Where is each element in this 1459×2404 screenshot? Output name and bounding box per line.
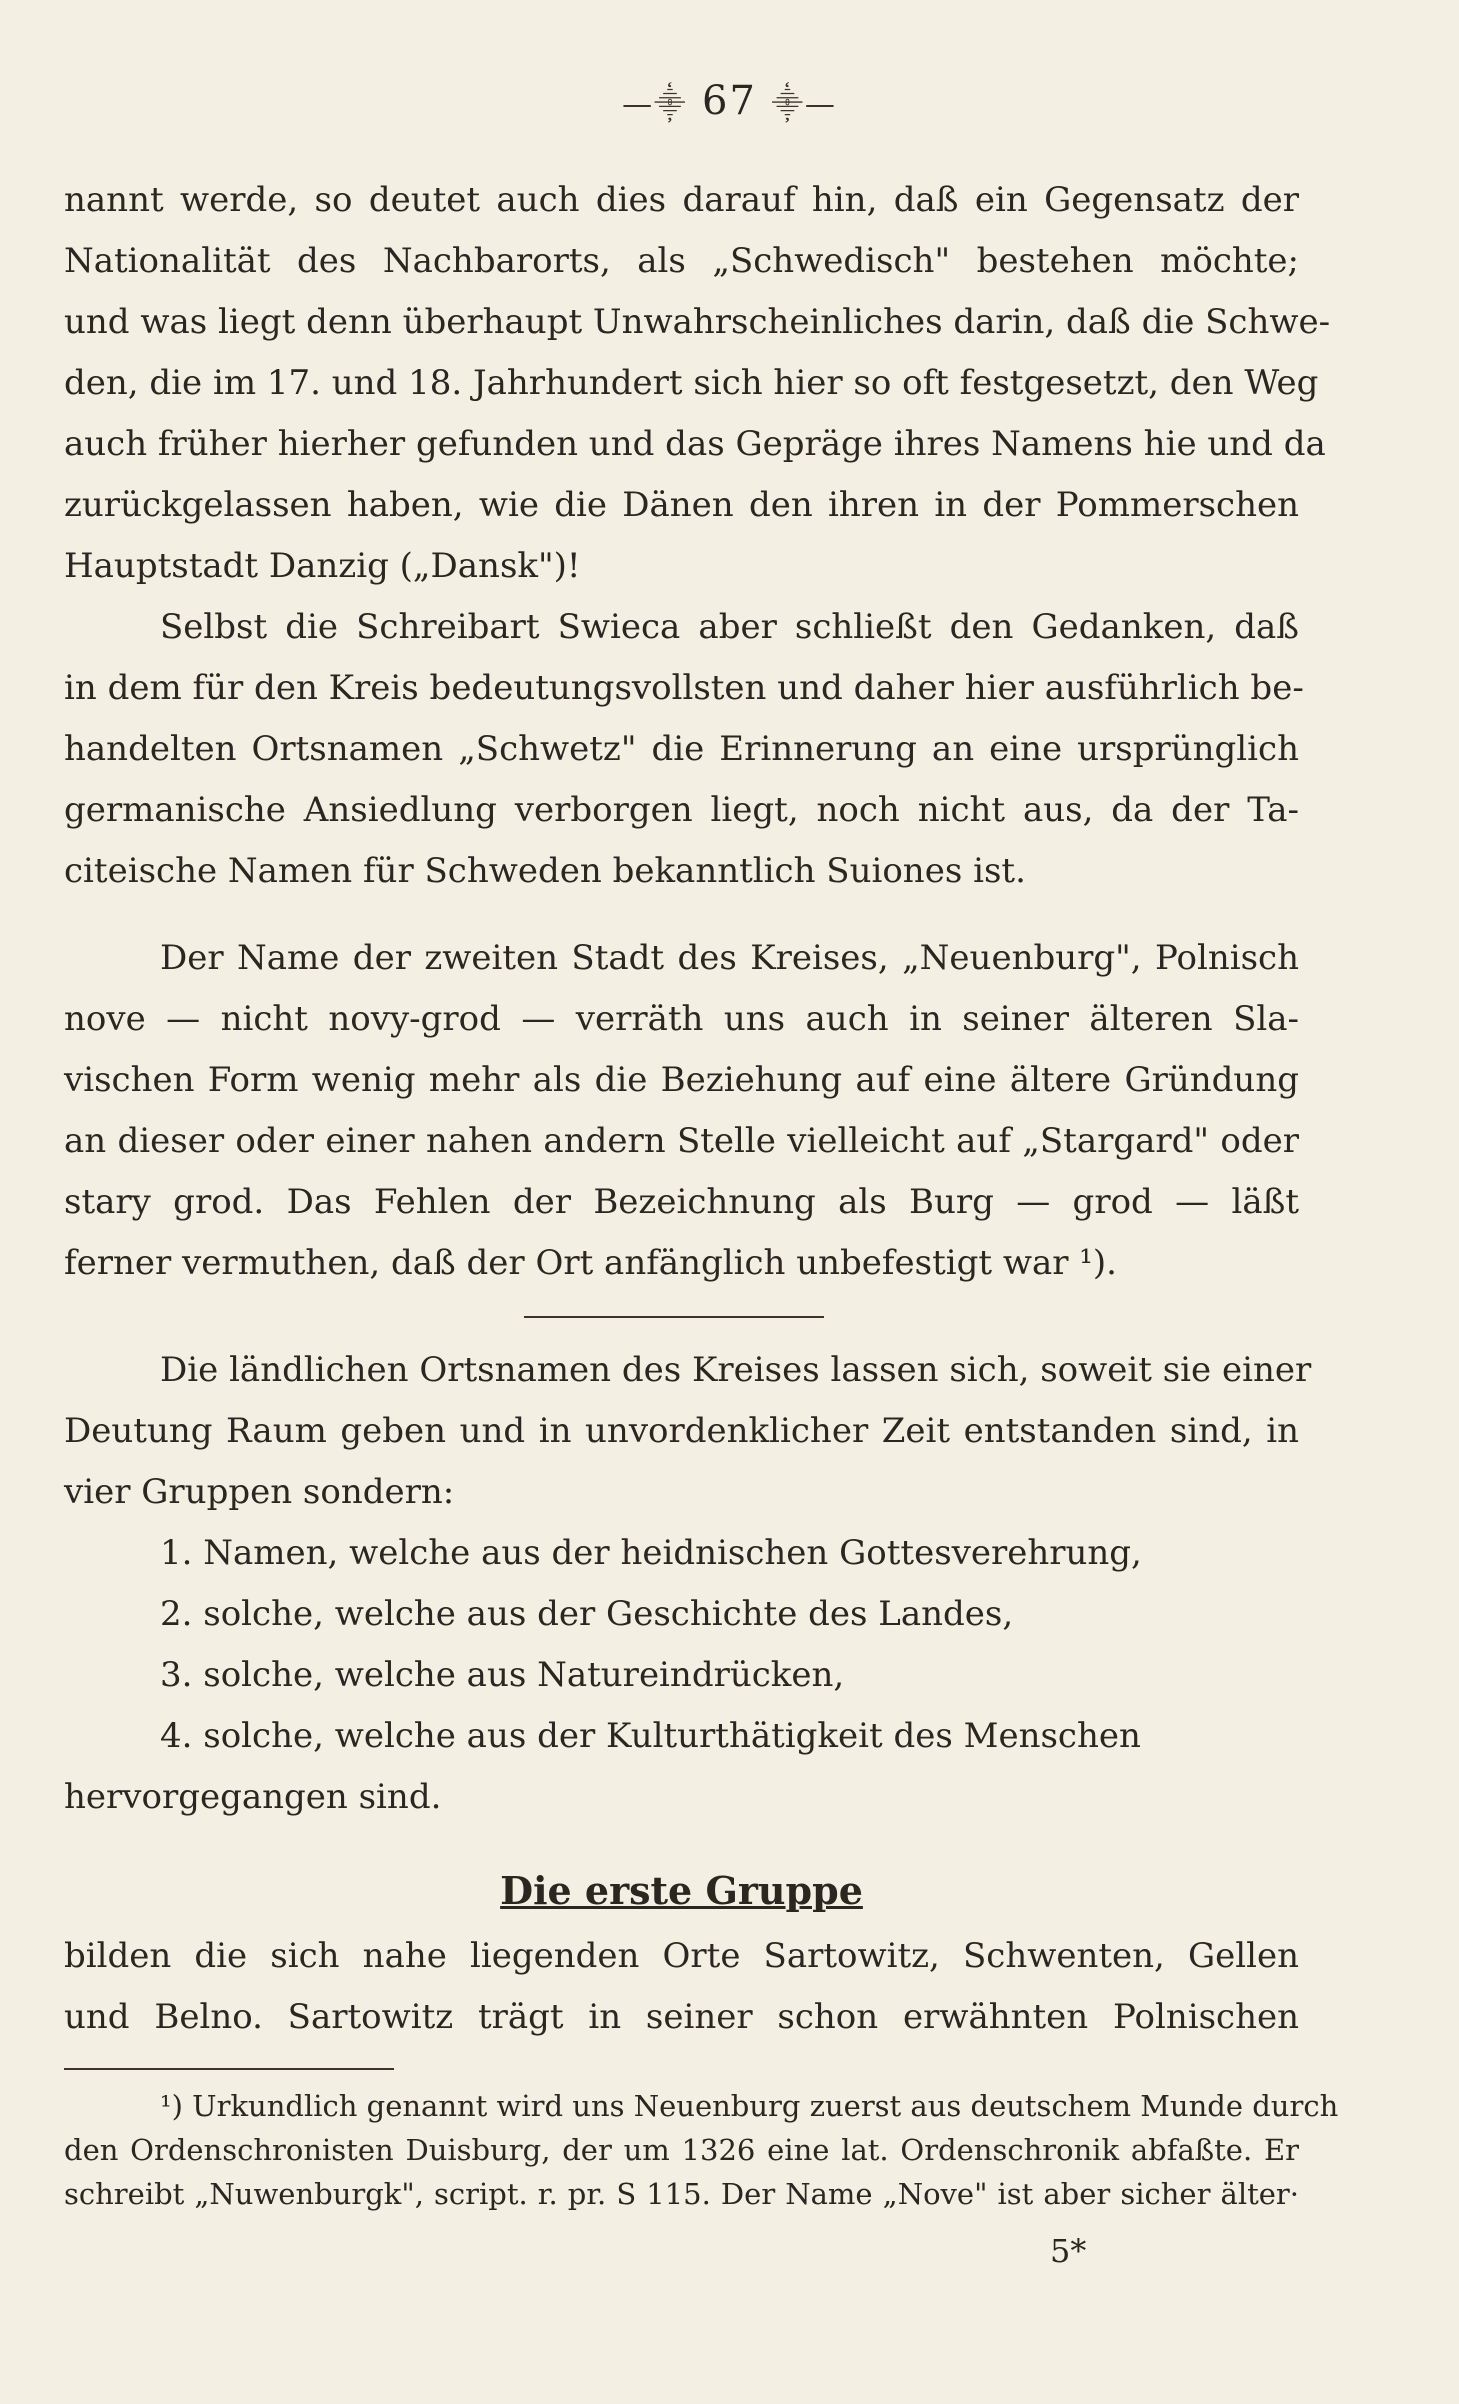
paragraph-5: [64, 1926, 1299, 2048]
paragraph-4: [64, 1340, 1312, 1523]
text-line: Der Name der zweiten Stadt des Kreises, „Neuenburg", Polnisch: [160, 938, 1299, 978]
page-header: [0, 78, 1459, 124]
section-separator: [524, 1316, 824, 1318]
text-line: den, die im 17. und 18. Jahrhundert sich hier so oft festgesetzt, den Weg: [64, 363, 1319, 403]
page-body: [64, 170, 1339, 2216]
header-ornament-right: ⸎—: [771, 87, 837, 122]
text-line: Die ländlichen Ortsnamen des Kreises lassen sich, soweit sie einer: [160, 1350, 1312, 1390]
text-line: vier Gruppen sondern:: [64, 1472, 455, 1512]
footnote-line: ¹) Urkundlich genannt wird uns Neuenburg zuerst aus deutschem Munde durch: [160, 2089, 1339, 2123]
text-line: bilden die sich nahe liegenden Orte Sartowitz, Schwenten, Gellen: [64, 1936, 1299, 1976]
text-line: an dieser oder einer nahen andern Stelle vielleicht auf „Stargard" oder: [64, 1121, 1299, 1161]
footnote-rule: [64, 2068, 394, 2070]
text-line: germanische Ansiedlung verborgen liegt, noch nicht aus, da der Ta-: [64, 790, 1299, 830]
paragraph-2: [64, 597, 1304, 902]
text-line: nannt werde, so deutet auch dies darauf hin, daß ein Gegensatz der: [64, 180, 1299, 220]
text-line: Selbst die Schreibart Swieca aber schließt den Gedanken, daß: [160, 607, 1299, 647]
text-line: ferner vermuthen, daß der Ort anfänglich unbefestigt war ¹).: [64, 1243, 1117, 1283]
text-line: Deutung Raum geben und in unvordenklicher Zeit entstanden sind, in: [64, 1411, 1299, 1451]
paragraph-3: [64, 928, 1299, 1294]
text-line: und Belno. Sartowitz trägt in seiner schon erwähnten Polnischen: [64, 1997, 1299, 2037]
group-list: [64, 1523, 1299, 1767]
text-line: stary grod. Das Fehlen der Bezeichnung als Burg — grod — läßt: [64, 1182, 1299, 1222]
signature-mark: 5*: [1050, 2232, 1087, 2270]
footnote: [64, 2084, 1339, 2216]
paragraph-gap: [64, 902, 1299, 928]
text-line: vischen Form wenig mehr als die Beziehung auf eine ältere Gründung: [64, 1060, 1299, 1100]
text-line: und was liegt denn überhaupt Unwahrscheinliches darin, daß die Schwe-: [64, 302, 1331, 342]
section-heading: Die erste Gruppe: [500, 1868, 863, 1913]
text-line: hervorgegangen sind.: [64, 1777, 442, 1817]
text-line: in dem für den Kreis bedeutungsvollsten und daher hier ausführlich be-: [64, 668, 1304, 708]
text-line: nove — nicht novy-grod — verräth uns auch in seiner älteren Sla-: [64, 999, 1299, 1039]
list-item: 2. solche, welche aus der Geschichte des Landes,: [160, 1594, 1014, 1634]
text-line: auch früher hierher gefunden und das Gepräge ihres Namens hie und da: [64, 424, 1326, 464]
text-line: Hauptstadt Danzig („Dansk")!: [64, 546, 581, 586]
text-line: handelten Ortsnamen „Schwetz" die Erinnerung an eine ursprünglich: [64, 729, 1299, 769]
text-line: citeische Namen für Schweden bekanntlich Suiones ist.: [64, 851, 1026, 891]
list-item: 1. Namen, welche aus der heidnischen Gottesverehrung,: [160, 1533, 1142, 1573]
page-number: 67: [702, 78, 757, 124]
list-item: 3. solche, welche aus Natureindrücken,: [160, 1655, 845, 1695]
header-ornament-left: —⸎: [622, 87, 688, 122]
list-item: 4. solche, welche aus der Kulturthätigkeit des Menschen: [160, 1716, 1141, 1756]
footnote-line: schreibt „Nuwenburgk", script. r. pr. S 115. Der Name „Nove" ist aber sicher älter·: [64, 2177, 1299, 2211]
footnote-line: den Ordenschronisten Duisburg, der um 1326 eine lat. Ordenschronik abfaßte. Er: [64, 2133, 1299, 2167]
text-line: zurückgelassen haben, wie die Dänen den ihren in der Pommerschen: [64, 485, 1299, 525]
paragraph-1: [64, 170, 1331, 597]
text-line: Nationalität des Nachbarorts, als „Schwedisch" bestehen möchte;: [64, 241, 1299, 281]
